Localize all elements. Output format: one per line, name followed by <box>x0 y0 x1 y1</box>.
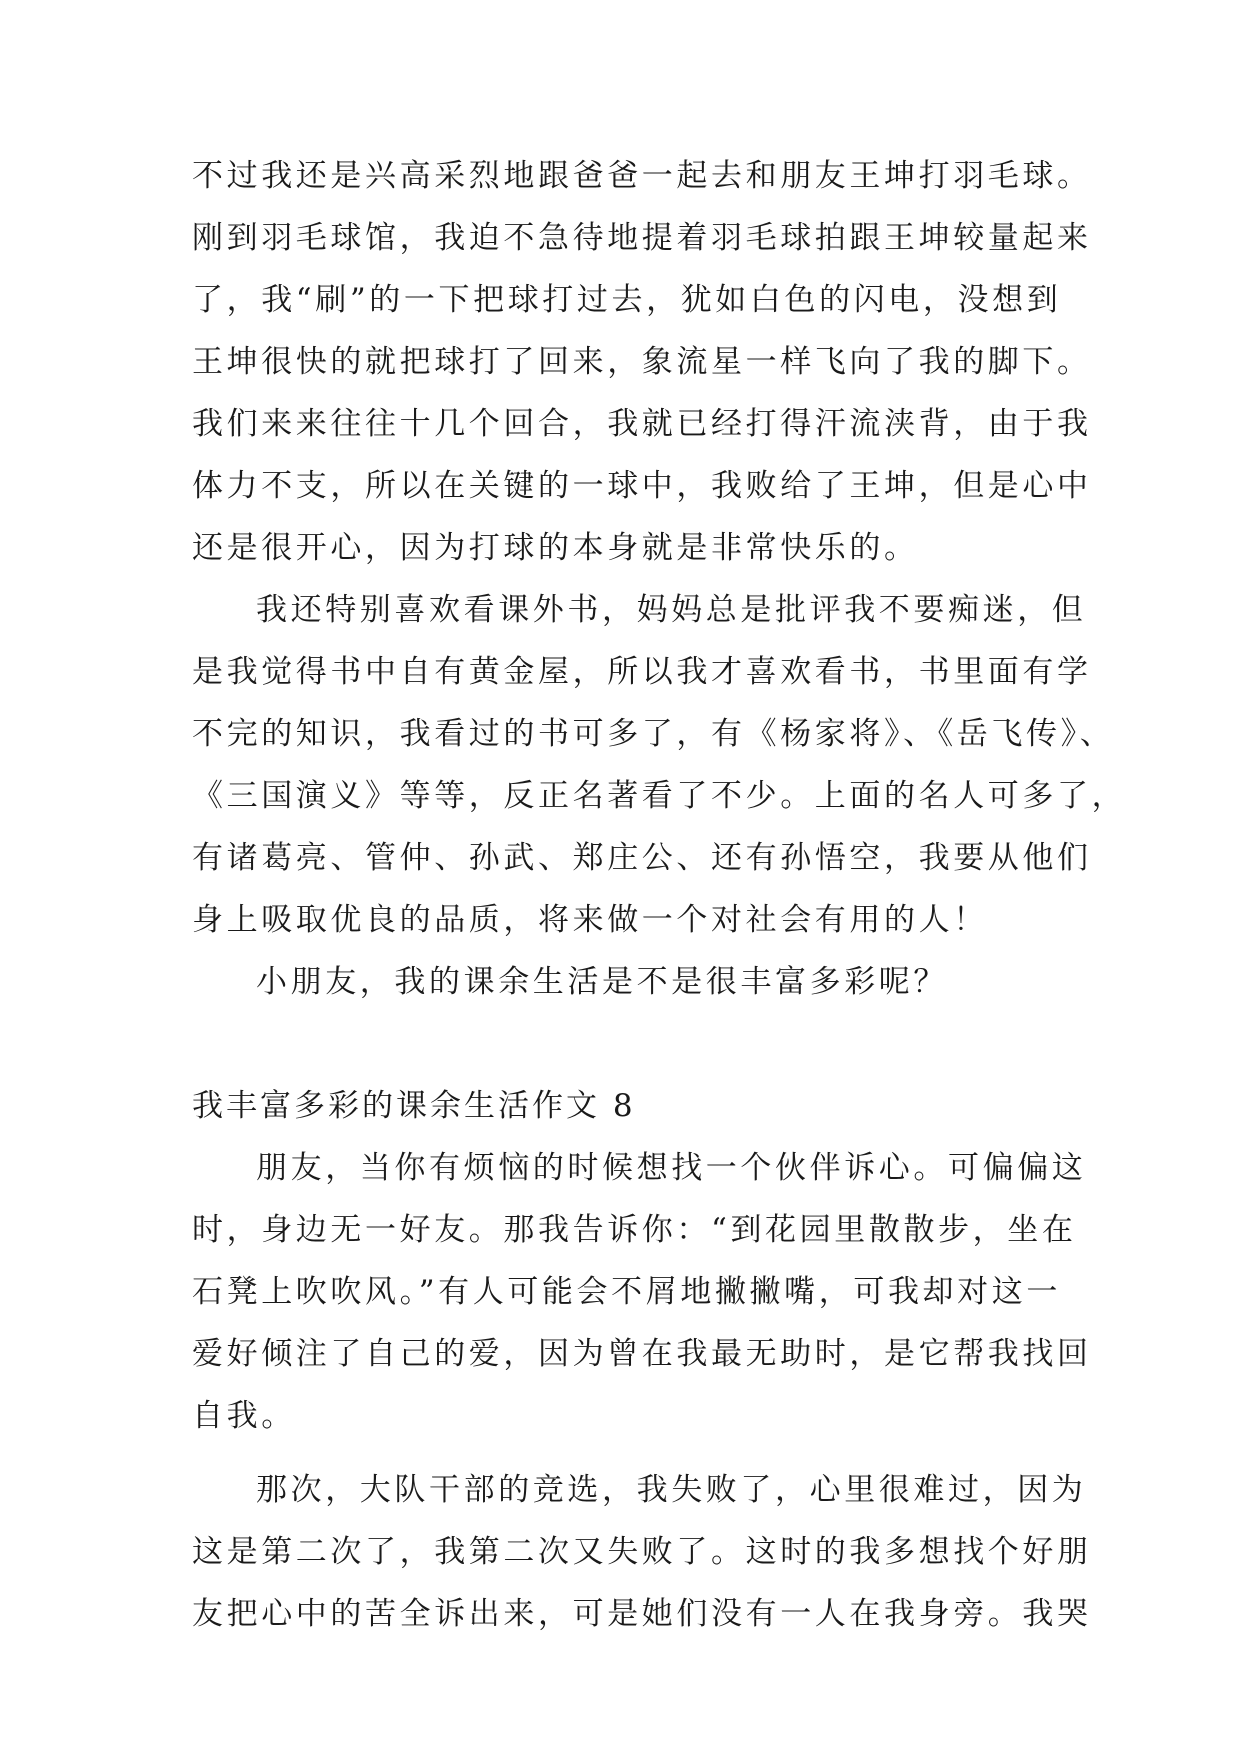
paragraph-line: 爱好倾注了自己的爱，因为曾在我最无助时，是它帮我找回 <box>192 1336 1092 1372</box>
paragraph-line: 身上吸取优良的品质，将来做一个对社会有用的人！ <box>192 902 988 938</box>
paragraph-line: 体力不支，所以在关键的一球中，我败给了王坤，但是心中 <box>192 468 1092 504</box>
paragraph-line: 刚到羽毛球馆，我迫不急待地提着羽毛球拍跟王坤较量起来 <box>192 220 1092 256</box>
paragraph-line: 不完的知识，我看过的书可多了，有《杨家将》、《岳飞传》、 <box>192 716 1115 752</box>
paragraph-line: 是我觉得书中自有黄金屋，所以我才喜欢看书，书里面有学 <box>192 654 1092 690</box>
paragraph-line: 自我。 <box>192 1398 296 1434</box>
paragraph-line: 还是很开心，因为打球的本身就是非常快乐的。 <box>192 530 919 566</box>
essay-title: 我丰富多彩的课余生活作文 8 <box>192 1088 636 1124</box>
paragraph-line: 有诸葛亮、管仲、孙武、郑庄公、还有孙悟空，我要从他们 <box>192 840 1092 876</box>
paragraph-line: 友把心中的苦全诉出来，可是她们没有一人在我身旁。我哭 <box>192 1596 1092 1632</box>
paragraph-line: 小朋友，我的课余生活是不是很丰富多彩呢？ <box>256 964 948 1000</box>
paragraph-line: 我们来来往往十几个回合，我就已经打得汗流浃背，由于我 <box>192 406 1092 442</box>
paragraph-line: 了，我“刷”的一下把球打过去，犹如白色的闪电，没想到 <box>192 282 1062 318</box>
paragraph-line: 《三国演义》等等，反正名著看了不少。上面的名人可多了， <box>192 778 1127 814</box>
paragraph-line: 时，身边无一好友。那我告诉你：“到花园里散散步，坐在 <box>192 1212 1077 1248</box>
paragraph-line: 石凳上吹吹风。”有人可能会不屑地撇撇嘴，可我却对这一 <box>192 1274 1061 1310</box>
paragraph-line: 我还特别喜欢看课外书，妈妈总是批评我不要痴迷，但 <box>256 592 1087 628</box>
paragraph-line: 那次，大队干部的竞选，我失败了，心里很难过，因为 <box>256 1472 1087 1508</box>
paragraph-line: 不过我还是兴高采烈地跟爸爸一起去和朋友王坤打羽毛球。 <box>192 158 1092 194</box>
paragraph-line: 这是第二次了，我第二次又失败了。这时的我多想找个好朋 <box>192 1534 1092 1570</box>
paragraph-line: 王坤很快的就把球打了回来，象流星一样飞向了我的脚下。 <box>192 344 1092 380</box>
paragraph-line: 朋友，当你有烦恼的时候想找一个伙伴诉心。可偏偏这 <box>256 1150 1087 1186</box>
